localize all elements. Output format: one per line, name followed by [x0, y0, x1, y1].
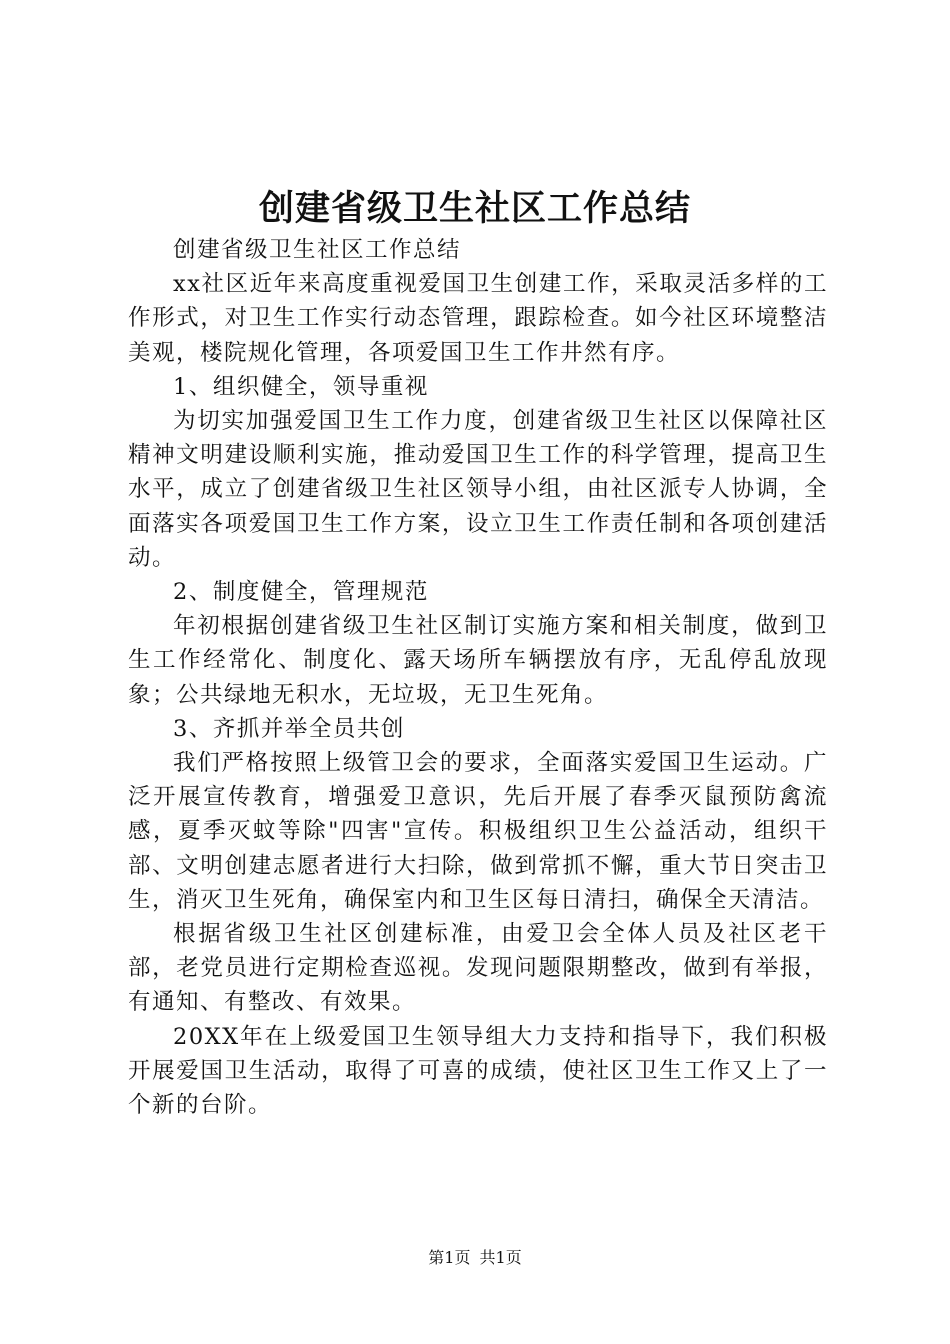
paragraph: 为切实加强爱国卫生工作力度，创建省级卫生社区以保障社区精神文明建设顺利实施，推动爱国卫生工作的科学管理，提高卫生水平，成立了创建省级卫生社区领导小组，由社区派专人协调，全面落实各项爱国卫生工作方案，设立卫生工作责任制和各项创建活动。 — [128, 408, 828, 571]
section-heading: 1、组织健全，领导重视 — [173, 373, 429, 400]
page-number: 第1页 — [428, 1248, 471, 1267]
section-heading: 3、齐抓并举全员共创 — [173, 715, 405, 742]
page-title: 创建省级卫生社区工作总结 — [258, 188, 691, 229]
section-heading: 2、制度健全，管理规范 — [173, 579, 429, 606]
page-total: 共1页 — [479, 1248, 522, 1267]
paragraph: 我们严格按照上级管卫会的要求，全面落实爱国卫生运动。广泛开展宣传教育，增强爱卫意识，先后开展了春季灭鼠预防禽流感，夏季灭蚊等除"四害"宣传。积极组织卫生公益活动，组织干部、文明创建志愿者进行大扫除，做到常抓不懈，重大节日突击卫生，消灭卫生死角，确保室内和卫生区每日清扫，确保全天清洁。 — [128, 750, 828, 913]
document-body — [128, 233, 828, 1122]
page-footer — [0, 1246, 950, 1270]
paragraph: 根据省级卫生社区创建标准，由爱卫会全体人员及社区老干部，老党员进行定期检查巡视。发现问题限期整改，做到有举报，有通知、有整改、有效果。 — [128, 921, 828, 1016]
paragraph: 年初根据创建省级卫生社区制订实施方案和相关制度，做到卫生工作经常化、制度化、露天场所车辆摆放有序，无乱停乱放现象；公共绿地无积水，无垃圾，无卫生死角。 — [128, 613, 828, 708]
paragraph: 20XX年在上级爱国卫生领导组大力支持和指导下，我们积极开展爱国卫生活动，取得了可喜的成绩，使社区卫生工作又上了一个新的台阶。 — [128, 1023, 828, 1119]
paragraph: xx社区近年来高度重视爱国卫生创建工作，采取灵活多样的工作形式，对卫生工作实行动态管理，跟踪检查。如今社区环境整洁美观，楼院规化管理，各项爱国卫生工作井然有序。 — [128, 271, 828, 366]
paragraph: 创建省级卫生社区工作总结 — [173, 237, 462, 263]
